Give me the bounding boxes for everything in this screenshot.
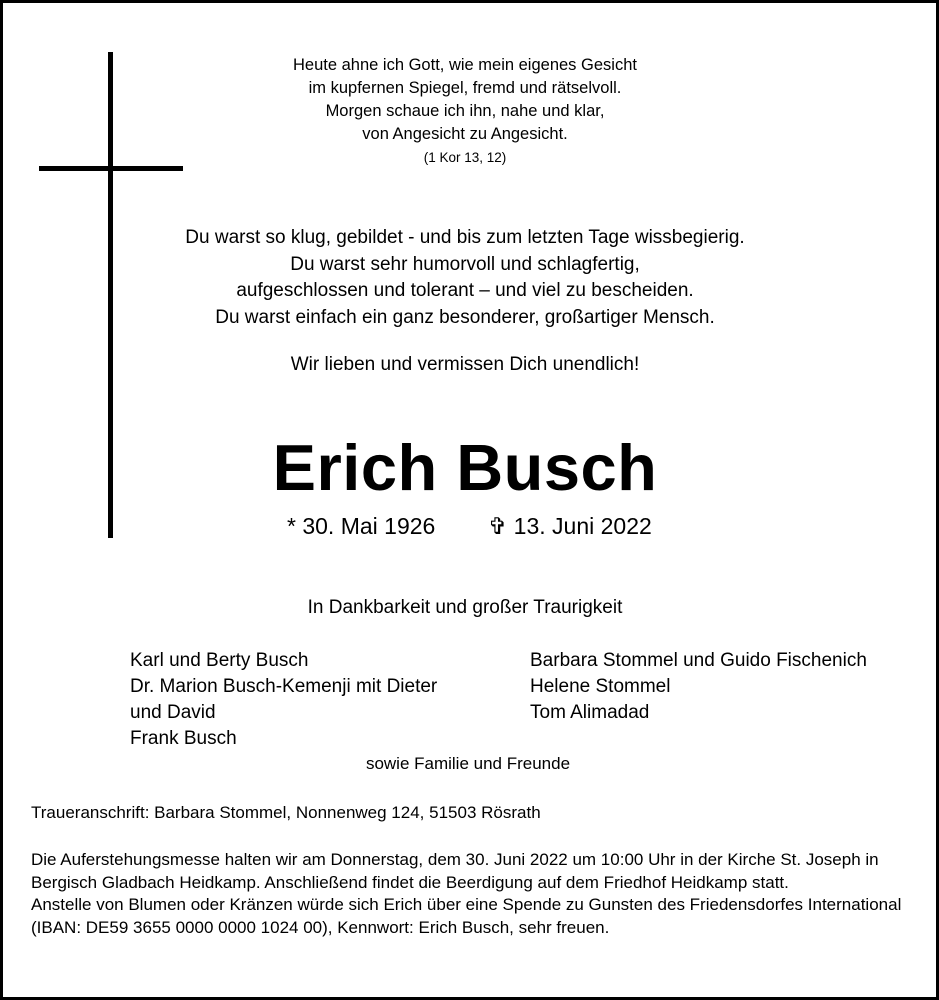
tribute-line: Du warst so klug, gebildet - und bis zum letzten Tage wissbegierig.: [185, 227, 745, 248]
verse-reference: (1 Kor 13, 12): [423, 150, 507, 165]
mourner-line: Barbara Stommel und Guido Fischenich: [530, 650, 867, 671]
verse-line: Heute ahne ich Gott, wie mein eigenes Gesicht: [293, 56, 637, 74]
service-information: [31, 849, 911, 939]
verse-line: im kupfernen Spiegel, fremd und rätselvoll.: [308, 79, 622, 97]
tribute-line: Du warst sehr humorvoll und schlagfertig,: [290, 253, 640, 275]
mourner-line: und David: [130, 702, 216, 723]
info-line: Anstelle von Blumen oder Kränzen würde sich Erich über eine Spende zu Gunsten des Friedensdorfes International: [31, 895, 902, 914]
mourner-line: Tom Alimadad: [530, 702, 650, 723]
mourner-line: Karl und Berty Busch: [130, 650, 309, 671]
family-and-friends: sowie Familie und Freunde: [365, 754, 571, 773]
verse-line: von Angesicht zu Angesicht.: [362, 125, 568, 143]
mourners-intro: In Dankbarkeit und großer Traurigkeit: [307, 597, 623, 618]
info-line: Bergisch Gladbach Heidkamp. Anschließend findet die Beerdigung auf dem Friedhof Heidkamp statt.: [31, 872, 789, 892]
birth-date: * 30. Mai 1926: [287, 513, 436, 539]
mourner-line: Helene Stommel: [530, 676, 671, 697]
mourners-right-column: [530, 648, 890, 726]
closing-line: Wir lieben und vermissen Dich unendlich!: [290, 354, 640, 375]
mourner-line: Frank Busch: [130, 728, 237, 749]
death-date: ✞ 13. Juni 2022: [488, 513, 652, 539]
deceased-name: Erich Busch: [272, 431, 658, 504]
bible-verse: [0, 54, 930, 169]
tribute-line: aufgeschlossen und tolerant – und viel zu bescheiden.: [236, 280, 694, 301]
verse-line: Morgen schaue ich ihn, nahe und klar,: [325, 102, 605, 120]
info-line: Die Auferstehungsmesse halten wir am Donnerstag, dem 30. Juni 2022 um 10:00 Uhr in der Kirche St. Joseph in: [31, 850, 879, 869]
info-line: (IBAN: DE59 3655 0000 0000 1024 00), Kennwort: Erich Busch, sehr freuen.: [31, 917, 610, 937]
mourners-left-column: [130, 648, 470, 752]
tribute-line: Du warst einfach ein ganz besonderer, großartiger Mensch.: [215, 306, 715, 328]
tribute-text: [0, 225, 930, 331]
mourning-address: Traueranschrift: Barbara Stommel, Nonnenweg 124, 51503 Rösrath: [31, 803, 541, 822]
mourner-line: Dr. Marion Busch-Kemenji mit Dieter: [130, 676, 438, 697]
